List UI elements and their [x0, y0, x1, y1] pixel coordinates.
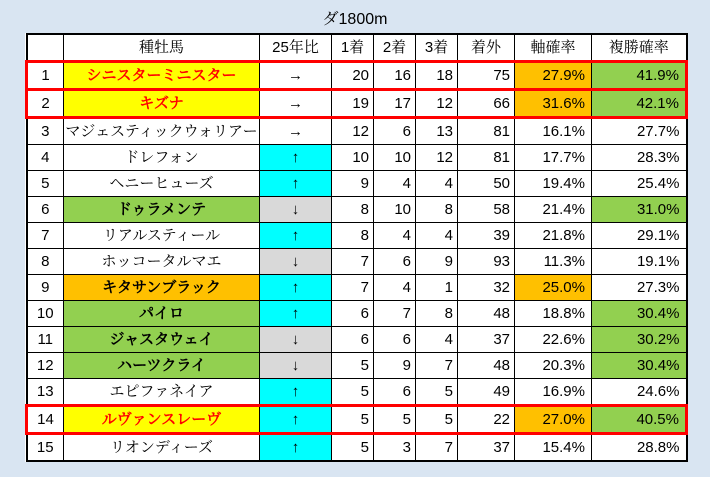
table-row: [27, 249, 687, 275]
trend-arrow-icon: →: [260, 62, 332, 90]
table-row: [27, 145, 687, 171]
axis-probability-cell: 25.0%: [515, 275, 592, 301]
trend-arrow-icon: ↑: [260, 171, 332, 197]
rank-cell: 2: [27, 90, 64, 118]
trend-arrow-icon: ↑: [260, 223, 332, 249]
second-count-cell: 10: [374, 145, 416, 171]
second-count-cell: 6: [374, 327, 416, 353]
second-count-cell: 6: [374, 249, 416, 275]
unplaced-count-cell: 49: [458, 379, 515, 406]
unplaced-count-cell: 32: [458, 275, 515, 301]
unplaced-count-cell: 66: [458, 90, 515, 118]
place-probability-cell: 42.1%: [592, 90, 687, 118]
sire-name-cell: ジャスタウェイ: [64, 327, 260, 353]
third-count-cell: 8: [416, 301, 458, 327]
axis-probability-cell: 16.9%: [515, 379, 592, 406]
trend-arrow-icon: ↓: [260, 353, 332, 379]
axis-probability-cell: 27.9%: [515, 62, 592, 90]
third-count-cell: 12: [416, 90, 458, 118]
table-body: [27, 62, 687, 462]
place-probability-cell: 28.8%: [592, 434, 687, 462]
third-count-cell: 9: [416, 249, 458, 275]
trend-arrow-icon: ↑: [260, 406, 332, 434]
axis-probability-cell: 21.4%: [515, 197, 592, 223]
second-count-cell: 16: [374, 62, 416, 90]
table-row: [27, 406, 687, 434]
sire-name-cell: シニスターミニスター: [64, 62, 260, 90]
axis-probability-cell: 11.3%: [515, 249, 592, 275]
axis-probability-cell: 21.8%: [515, 223, 592, 249]
trend-arrow-icon: →: [260, 118, 332, 145]
second-count-cell: 17: [374, 90, 416, 118]
trend-arrow-icon: ↓: [260, 197, 332, 223]
sire-name-cell: リオンディーズ: [64, 434, 260, 462]
second-count-cell: 6: [374, 118, 416, 145]
place-probability-cell: 19.1%: [592, 249, 687, 275]
rank-cell: 11: [27, 327, 64, 353]
sire-name-cell: ルヴァンスレーヴ: [64, 406, 260, 434]
table-row: [27, 118, 687, 145]
second-count-cell: 6: [374, 379, 416, 406]
unplaced-count-cell: 75: [458, 62, 515, 90]
second-count-cell: 4: [374, 171, 416, 197]
place-probability-cell: 30.4%: [592, 353, 687, 379]
unplaced-count-cell: 48: [458, 301, 515, 327]
first-count-cell: 8: [332, 197, 374, 223]
header-sire: 種牡馬: [64, 34, 260, 62]
rank-cell: 15: [27, 434, 64, 462]
header-unplaced: 着外: [458, 34, 515, 62]
table-row: [27, 301, 687, 327]
place-probability-cell: 31.0%: [592, 197, 687, 223]
first-count-cell: 5: [332, 406, 374, 434]
first-count-cell: 5: [332, 379, 374, 406]
table-row: [27, 379, 687, 406]
first-count-cell: 6: [332, 327, 374, 353]
header-first-place: 1着: [332, 34, 374, 62]
rank-cell: 7: [27, 223, 64, 249]
second-count-cell: 9: [374, 353, 416, 379]
place-probability-cell: 28.3%: [592, 145, 687, 171]
table-row: [27, 62, 687, 90]
first-count-cell: 6: [332, 301, 374, 327]
third-count-cell: 4: [416, 327, 458, 353]
trend-arrow-icon: ↑: [260, 275, 332, 301]
axis-probability-cell: 18.8%: [515, 301, 592, 327]
trend-arrow-icon: ↑: [260, 301, 332, 327]
axis-probability-cell: 27.0%: [515, 406, 592, 434]
rank-cell: 1: [27, 62, 64, 90]
table-row: [27, 434, 687, 462]
first-count-cell: 12: [332, 118, 374, 145]
third-count-cell: 7: [416, 434, 458, 462]
sire-name-cell: リアルスティール: [64, 223, 260, 249]
table-row: [27, 353, 687, 379]
third-count-cell: 5: [416, 406, 458, 434]
table-row: [27, 223, 687, 249]
rank-cell: 8: [27, 249, 64, 275]
trend-arrow-icon: ↓: [260, 327, 332, 353]
header-axis-probability: 軸確率: [515, 34, 592, 62]
rank-cell: 13: [27, 379, 64, 406]
unplaced-count-cell: 37: [458, 434, 515, 462]
first-count-cell: 5: [332, 353, 374, 379]
third-count-cell: 7: [416, 353, 458, 379]
second-count-cell: 5: [374, 406, 416, 434]
third-count-cell: 18: [416, 62, 458, 90]
header-third-place: 3着: [416, 34, 458, 62]
second-count-cell: 10: [374, 197, 416, 223]
third-count-cell: 1: [416, 275, 458, 301]
header-year-comparison: 25年比: [260, 34, 332, 62]
header-rank: [27, 34, 64, 62]
unplaced-count-cell: 93: [458, 249, 515, 275]
third-count-cell: 13: [416, 118, 458, 145]
first-count-cell: 20: [332, 62, 374, 90]
trend-arrow-icon: ↓: [260, 249, 332, 275]
sire-name-cell: キタサンブラック: [64, 275, 260, 301]
first-count-cell: 19: [332, 90, 374, 118]
sire-name-cell: マジェスティックウォリアー: [64, 118, 260, 145]
second-count-cell: 3: [374, 434, 416, 462]
sire-name-cell: ヘニーヒューズ: [64, 171, 260, 197]
first-count-cell: 10: [332, 145, 374, 171]
unplaced-count-cell: 37: [458, 327, 515, 353]
table-row: [27, 90, 687, 118]
header-place-probability: 複勝確率: [592, 34, 687, 62]
page-title: ダ1800m: [322, 11, 388, 28]
unplaced-count-cell: 81: [458, 118, 515, 145]
axis-probability-cell: 31.6%: [515, 90, 592, 118]
axis-probability-cell: 16.1%: [515, 118, 592, 145]
axis-probability-cell: 20.3%: [515, 353, 592, 379]
rank-cell: 3: [27, 118, 64, 145]
third-count-cell: 8: [416, 197, 458, 223]
unplaced-count-cell: 22: [458, 406, 515, 434]
place-probability-cell: 25.4%: [592, 171, 687, 197]
unplaced-count-cell: 48: [458, 353, 515, 379]
table-row: [27, 171, 687, 197]
trend-arrow-icon: ↑: [260, 434, 332, 462]
table-row: [27, 197, 687, 223]
axis-probability-cell: 17.7%: [515, 145, 592, 171]
place-probability-cell: 29.1%: [592, 223, 687, 249]
place-probability-cell: 27.3%: [592, 275, 687, 301]
third-count-cell: 4: [416, 223, 458, 249]
unplaced-count-cell: 58: [458, 197, 515, 223]
trend-arrow-icon: ↑: [260, 145, 332, 171]
rank-cell: 10: [27, 301, 64, 327]
rank-cell: 14: [27, 406, 64, 434]
rank-cell: 5: [27, 171, 64, 197]
third-count-cell: 4: [416, 171, 458, 197]
rank-cell: 4: [27, 145, 64, 171]
axis-probability-cell: 22.6%: [515, 327, 592, 353]
sire-name-cell: ホッコータルマエ: [64, 249, 260, 275]
axis-probability-cell: 15.4%: [515, 434, 592, 462]
axis-probability-cell: 19.4%: [515, 171, 592, 197]
sire-name-cell: キズナ: [64, 90, 260, 118]
first-count-cell: 9: [332, 171, 374, 197]
first-count-cell: 7: [332, 249, 374, 275]
third-count-cell: 12: [416, 145, 458, 171]
place-probability-cell: 30.2%: [592, 327, 687, 353]
second-count-cell: 4: [374, 275, 416, 301]
first-count-cell: 5: [332, 434, 374, 462]
place-probability-cell: 41.9%: [592, 62, 687, 90]
rank-cell: 6: [27, 197, 64, 223]
rank-cell: 9: [27, 275, 64, 301]
header-second-place: 2着: [374, 34, 416, 62]
sire-name-cell: ドレフォン: [64, 145, 260, 171]
third-count-cell: 5: [416, 379, 458, 406]
trend-arrow-icon: →: [260, 90, 332, 118]
second-count-cell: 4: [374, 223, 416, 249]
header-row: [27, 34, 687, 62]
place-probability-cell: 27.7%: [592, 118, 687, 145]
second-count-cell: 7: [374, 301, 416, 327]
unplaced-count-cell: 50: [458, 171, 515, 197]
unplaced-count-cell: 81: [458, 145, 515, 171]
sire-name-cell: ハーツクライ: [64, 353, 260, 379]
place-probability-cell: 24.6%: [592, 379, 687, 406]
first-count-cell: 7: [332, 275, 374, 301]
first-count-cell: 8: [332, 223, 374, 249]
sire-name-cell: ドゥラメンテ: [64, 197, 260, 223]
rank-cell: 12: [27, 353, 64, 379]
trend-arrow-icon: ↑: [260, 379, 332, 406]
table-row: [27, 275, 687, 301]
sire-name-cell: エピファネイア: [64, 379, 260, 406]
sire-name-cell: パイロ: [64, 301, 260, 327]
place-probability-cell: 30.4%: [592, 301, 687, 327]
table-row: [27, 327, 687, 353]
stats-table: [25, 33, 688, 462]
unplaced-count-cell: 39: [458, 223, 515, 249]
place-probability-cell: 40.5%: [592, 406, 687, 434]
